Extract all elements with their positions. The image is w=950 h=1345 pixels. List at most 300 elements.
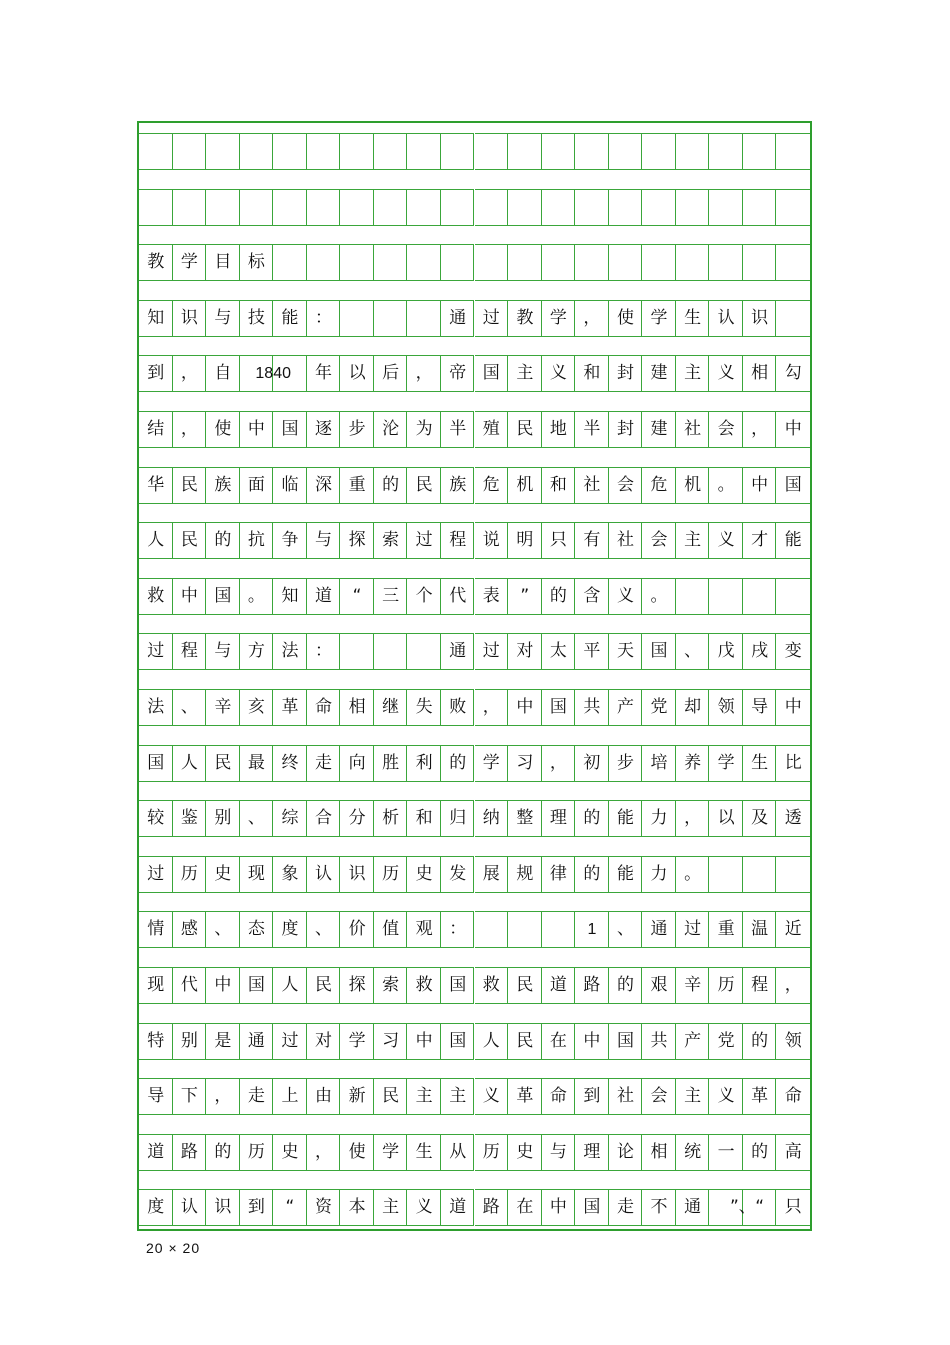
grid-character: 特 xyxy=(147,1030,165,1051)
grid-row xyxy=(139,689,810,726)
grid-character: 的 xyxy=(549,585,567,606)
grid-cell xyxy=(709,133,743,170)
grid-row xyxy=(139,967,810,1004)
grid-character: 只 xyxy=(784,1197,802,1218)
grid-character: 能 xyxy=(616,808,634,829)
grid-character: ， xyxy=(784,975,802,995)
grid-row xyxy=(139,856,810,893)
grid-character: 建 xyxy=(650,419,668,439)
grid-row xyxy=(139,633,810,670)
grid-character: 中 xyxy=(516,697,534,717)
grid-character: 人 xyxy=(180,752,198,773)
grid-character: 通 xyxy=(650,919,668,940)
grid-character: 生 xyxy=(751,752,769,773)
grid-cell xyxy=(542,911,576,948)
grid-character: 能 xyxy=(281,307,299,328)
grid-character: 相 xyxy=(348,697,366,717)
grid-character: 戊 xyxy=(717,641,735,662)
grid-character: 以 xyxy=(717,808,735,829)
grid-character: 机 xyxy=(684,474,702,495)
grid-character: 会 xyxy=(616,474,634,495)
grid-cell xyxy=(776,578,810,615)
grid-character: 教 xyxy=(516,307,534,328)
grid-cell xyxy=(475,911,509,948)
grid-cell xyxy=(542,189,576,226)
grid-character: 的 xyxy=(214,530,232,551)
grid-character: 力 xyxy=(650,863,668,884)
grid-character: 国 xyxy=(449,975,467,995)
grid-character: 沦 xyxy=(382,419,400,439)
grid-character: 史 xyxy=(516,1141,534,1162)
grid-character: 却 xyxy=(684,697,702,717)
grid-character: 国 xyxy=(650,641,668,662)
grid-character: 使 xyxy=(214,419,232,439)
grid-character: 人 xyxy=(482,1030,500,1051)
grid-character: 争 xyxy=(281,530,299,551)
grid-character: 在 xyxy=(549,1030,567,1051)
grid-character: 国 xyxy=(549,697,567,717)
grid-row xyxy=(139,1023,810,1060)
grid-character: 使 xyxy=(348,1141,366,1162)
grid-character: 新 xyxy=(348,1086,366,1107)
grid-cell xyxy=(240,189,274,226)
grid-cell xyxy=(609,244,643,281)
grid-character: 主 xyxy=(684,530,702,551)
grid-character: 人 xyxy=(147,530,165,551)
grid-character: 别 xyxy=(214,808,232,829)
grid-cell xyxy=(743,856,777,893)
grid-character: 资 xyxy=(315,1197,333,1218)
grid-cell xyxy=(307,189,341,226)
grid-character: 历 xyxy=(247,1141,265,1162)
grid-character: 利 xyxy=(415,752,433,773)
grid-cell xyxy=(676,578,710,615)
grid-character: ” xyxy=(520,585,530,606)
grid-character: 含 xyxy=(583,585,601,606)
grid-character: 与 xyxy=(549,1141,567,1162)
grid-character: 通 xyxy=(247,1030,265,1051)
grid-character: 认 xyxy=(180,1197,198,1218)
grid-character: 1840 xyxy=(255,365,291,383)
grid-character: 标 xyxy=(247,252,265,273)
grid-character: 历 xyxy=(382,863,400,884)
grid-cell xyxy=(609,189,643,226)
grid-character: 情 xyxy=(147,919,165,940)
grid-character: 领 xyxy=(784,1030,802,1051)
grid-character: 的 xyxy=(583,863,601,884)
grid-character: 到 xyxy=(583,1086,601,1107)
grid-character: 的 xyxy=(616,975,634,995)
grid-character: 能 xyxy=(784,530,802,551)
grid-character: ， xyxy=(751,419,769,439)
grid-character: 国 xyxy=(214,585,232,606)
grid-character: 三 xyxy=(382,585,400,606)
grid-character: 过 xyxy=(482,307,500,328)
grid-character: 会 xyxy=(650,530,668,551)
grid-character: 。 xyxy=(717,474,735,495)
grid-character: 和 xyxy=(549,474,567,495)
grid-character: 主 xyxy=(449,1086,467,1107)
grid-character: 程 xyxy=(751,975,769,995)
grid-character: 辛 xyxy=(684,975,702,995)
grid-cell xyxy=(475,189,509,226)
grid-character: 步 xyxy=(348,419,366,439)
grid-character: 结 xyxy=(147,419,165,439)
grid-character: 华 xyxy=(147,474,165,495)
grid-character: 史 xyxy=(214,863,232,884)
grid-character: 机 xyxy=(516,474,534,495)
grid-cell xyxy=(340,633,374,670)
grid-character: 失 xyxy=(415,697,433,717)
grid-character: ： xyxy=(315,307,333,328)
grid-character: 习 xyxy=(516,752,534,773)
grid-character: 社 xyxy=(616,530,634,551)
grid-character: 导 xyxy=(751,697,769,717)
grid-character: 过 xyxy=(482,641,500,662)
grid-character: 民 xyxy=(415,474,433,495)
grid-character: 胜 xyxy=(382,752,400,773)
grid-cell xyxy=(642,189,676,226)
grid-character: 族 xyxy=(449,474,467,495)
grid-cell xyxy=(173,133,207,170)
grid-character: 析 xyxy=(382,808,400,829)
grid-character: 1 xyxy=(587,921,597,939)
grid-cell xyxy=(743,244,777,281)
grid-character: 到 xyxy=(247,1197,265,1218)
grid-character: 中 xyxy=(784,697,802,717)
grid-row xyxy=(139,800,810,837)
grid-cell xyxy=(609,133,643,170)
grid-character: 过 xyxy=(684,919,702,940)
grid-cell xyxy=(374,300,408,337)
grid-character: 只 xyxy=(549,530,567,551)
grid-cell xyxy=(575,133,609,170)
grid-character: 的 xyxy=(751,1141,769,1162)
grid-cell xyxy=(709,244,743,281)
grid-character: 殖 xyxy=(482,419,500,439)
grid-cell xyxy=(340,133,374,170)
grid-character: 革 xyxy=(516,1086,534,1107)
grid-character: 、 xyxy=(616,919,634,940)
grid-cell xyxy=(709,189,743,226)
grid-cell xyxy=(407,300,441,337)
grid-character: 民 xyxy=(315,975,333,995)
grid-cell xyxy=(374,633,408,670)
grid-character: 学 xyxy=(348,1030,366,1051)
grid-cell xyxy=(676,189,710,226)
grid-character: 通 xyxy=(684,1197,702,1218)
grid-character: 比 xyxy=(784,752,802,773)
grid-character: 建 xyxy=(650,363,668,384)
grid-row xyxy=(139,1189,810,1226)
grid-cell xyxy=(206,133,240,170)
grid-character: 中 xyxy=(751,474,769,495)
grid-character: 学 xyxy=(180,252,198,273)
grid-cell xyxy=(441,244,475,281)
grid-character: 学 xyxy=(382,1141,400,1162)
grid-character: 由 xyxy=(315,1086,333,1107)
grid-character: 本 xyxy=(348,1197,366,1218)
grid-character: 义 xyxy=(717,1086,735,1107)
grid-cell xyxy=(776,133,810,170)
grid-character: 识 xyxy=(180,307,198,328)
grid-character: 国 xyxy=(147,752,165,773)
grid-cell xyxy=(475,133,509,170)
grid-character: 帝 xyxy=(449,363,467,384)
grid-character: 法 xyxy=(281,641,299,662)
grid-character: 学 xyxy=(482,752,500,773)
grid-character: 技 xyxy=(247,307,265,328)
grid-character: ， xyxy=(684,808,702,829)
grid-character: 透 xyxy=(784,808,802,829)
grid-cell xyxy=(642,244,676,281)
grid-character: 下 xyxy=(180,1086,198,1107)
grid-cell xyxy=(743,189,777,226)
grid-character: 抗 xyxy=(247,530,265,551)
grid-character: 和 xyxy=(583,363,601,384)
grid-character: 才 xyxy=(751,530,769,551)
grid-character: 主 xyxy=(382,1197,400,1218)
grid-character: 识 xyxy=(348,863,366,884)
grid-character: 过 xyxy=(281,1030,299,1051)
grid-row xyxy=(139,467,810,504)
grid-character: 救 xyxy=(147,585,165,606)
grid-cell xyxy=(139,189,173,226)
grid-character: 使 xyxy=(616,307,634,328)
grid-character: 义 xyxy=(549,363,567,384)
grid-character: 法 xyxy=(147,697,165,717)
grid-character: 太 xyxy=(549,641,567,662)
grid-cell xyxy=(743,578,777,615)
grid-character: 民 xyxy=(516,1030,534,1051)
grid-character: 社 xyxy=(616,1086,634,1107)
grid-cell xyxy=(407,189,441,226)
grid-character: 上 xyxy=(281,1086,299,1107)
grid-cell xyxy=(676,244,710,281)
grid-character: 综 xyxy=(281,808,299,829)
grid-character: 从 xyxy=(449,1141,467,1162)
grid-character: 表 xyxy=(482,585,500,606)
grid-character: 败 xyxy=(449,697,467,717)
grid-character: 变 xyxy=(784,641,802,662)
grid-character: 高 xyxy=(784,1141,802,1162)
grid-cell xyxy=(374,133,408,170)
grid-character: ， xyxy=(180,419,198,439)
grid-cell xyxy=(273,133,307,170)
grid-cell xyxy=(776,856,810,893)
grid-character: 为 xyxy=(415,419,433,439)
grid-character: 学 xyxy=(549,307,567,328)
grid-row xyxy=(139,244,810,281)
grid-character: 探 xyxy=(348,530,366,551)
grid-character: 的 xyxy=(449,752,467,773)
grid-character: ： xyxy=(449,919,467,940)
grid-character: ： xyxy=(315,641,333,662)
grid-cell xyxy=(273,244,307,281)
grid-character: 合 xyxy=(315,808,333,829)
grid-character: 戌 xyxy=(751,641,769,662)
grid-cell xyxy=(374,244,408,281)
grid-row xyxy=(139,522,810,559)
grid-character: 、 xyxy=(315,919,333,940)
grid-character: ， xyxy=(315,1141,333,1162)
grid-character: 感 xyxy=(180,919,198,940)
grid-character: 过 xyxy=(147,863,165,884)
grid-character: 养 xyxy=(684,752,702,773)
grid-character: 走 xyxy=(616,1197,634,1218)
grid-character: 年 xyxy=(315,363,333,384)
grid-character: 学 xyxy=(650,307,668,328)
grid-row xyxy=(139,578,810,615)
grid-character: 会 xyxy=(650,1086,668,1107)
grid-cell xyxy=(340,189,374,226)
grid-cell xyxy=(340,300,374,337)
grid-character: 的 xyxy=(751,1030,769,1051)
grid-character: 习 xyxy=(382,1030,400,1051)
grid-character: 分 xyxy=(348,808,366,829)
grid-character: 认 xyxy=(717,307,735,328)
grid-cell xyxy=(508,133,542,170)
grid-character: 说 xyxy=(482,530,500,551)
grid-character: 通 xyxy=(449,641,467,662)
grid-character: 继 xyxy=(382,697,400,717)
grid-row xyxy=(139,300,810,337)
grid-character: 国 xyxy=(247,975,265,995)
grid-character: 。 xyxy=(684,863,702,884)
grid-character: 命 xyxy=(784,1086,802,1107)
grid-character: 历 xyxy=(482,1141,500,1162)
grid-character: 路 xyxy=(180,1141,198,1162)
grid-character: 有 xyxy=(583,530,601,551)
grid-character: 过 xyxy=(147,641,165,662)
grid-character: 探 xyxy=(348,975,366,995)
grid-cell xyxy=(240,133,274,170)
grid-character: 走 xyxy=(247,1086,265,1107)
grid-character: 会 xyxy=(717,419,735,439)
grid-character: 道 xyxy=(549,975,567,995)
grid-character: 与 xyxy=(214,307,232,328)
grid-character: 天 xyxy=(616,641,634,662)
grid-character: 律 xyxy=(549,863,567,884)
grid-row xyxy=(139,911,810,948)
grid-character: 辛 xyxy=(214,697,232,717)
grid-character: 现 xyxy=(247,863,265,884)
grid-character: 路 xyxy=(482,1197,500,1218)
grid-character: 和 xyxy=(415,808,433,829)
grid-cell xyxy=(273,189,307,226)
grid-character: 索 xyxy=(382,975,400,995)
grid-character: 勾 xyxy=(784,363,802,384)
grid-character: 产 xyxy=(684,1030,702,1051)
grid-character: 命 xyxy=(315,697,333,717)
grid-cell xyxy=(139,133,173,170)
grid-character: 民 xyxy=(180,474,198,495)
grid-character: 明 xyxy=(516,530,534,551)
grid-character: 、 xyxy=(247,808,265,829)
grid-cell xyxy=(709,578,743,615)
grid-cell xyxy=(374,189,408,226)
grid-character: 论 xyxy=(616,1141,634,1162)
grid-character: 重 xyxy=(348,474,366,495)
grid-character: “ xyxy=(755,1197,765,1218)
grid-character: 教 xyxy=(147,252,165,273)
grid-character: 到 xyxy=(147,363,165,384)
grid-character: 救 xyxy=(482,975,500,995)
grid-character: 党 xyxy=(650,697,668,717)
grid-character: 的 xyxy=(583,808,601,829)
grid-character: 目 xyxy=(214,252,232,273)
grid-character: 度 xyxy=(281,919,299,940)
grid-character: 。 xyxy=(247,585,265,606)
grid-character: 地 xyxy=(549,419,567,439)
grid-character: 民 xyxy=(516,975,534,995)
grid-character: 温 xyxy=(751,919,769,940)
grid-character: 主 xyxy=(684,1086,702,1107)
grid-character: 深 xyxy=(315,474,333,495)
grid-character: 面 xyxy=(247,474,265,495)
grid-character: 民 xyxy=(214,752,232,773)
grid-character: 一 xyxy=(717,1141,735,1162)
grid-character: 导 xyxy=(147,1086,165,1107)
grid-character: 义 xyxy=(616,585,634,606)
grid-character: 别 xyxy=(180,1030,198,1051)
grid-cell xyxy=(508,911,542,948)
grid-character: 不 xyxy=(650,1197,668,1218)
grid-character: 。 xyxy=(650,585,668,606)
grid-cell xyxy=(776,300,810,337)
grid-row xyxy=(139,133,810,170)
grid-character: “ xyxy=(285,1197,295,1218)
grid-character: 半 xyxy=(583,419,601,439)
grid-character: 最 xyxy=(247,752,265,773)
grid-character: 国 xyxy=(281,419,299,439)
grid-cell xyxy=(206,189,240,226)
grid-cell xyxy=(575,189,609,226)
grid-character: 生 xyxy=(415,1141,433,1162)
grid-row xyxy=(139,745,810,782)
grid-cell xyxy=(642,133,676,170)
grid-character: 半 xyxy=(449,419,467,439)
grid-character: 道 xyxy=(147,1141,165,1162)
grid-character: 社 xyxy=(684,419,702,439)
grid-cell xyxy=(709,856,743,893)
grid-character: 规 xyxy=(516,863,534,884)
grid-character: 中 xyxy=(549,1197,567,1218)
grid-character: 义 xyxy=(717,363,735,384)
grid-character: 整 xyxy=(516,808,534,829)
grid-character: 认 xyxy=(315,863,333,884)
grid-character: 对 xyxy=(315,1030,333,1051)
grid-character: 危 xyxy=(482,474,500,495)
grid-character: 步 xyxy=(616,752,634,773)
grid-character: ， xyxy=(214,1086,232,1107)
grid-character: 封 xyxy=(616,419,634,439)
grid-character: 现 xyxy=(147,975,165,995)
grid-character: 值 xyxy=(382,919,400,940)
grid-character: 、 xyxy=(214,919,232,940)
grid-character: 能 xyxy=(616,863,634,884)
grid-character: 发 xyxy=(449,863,467,884)
grid-character: 后 xyxy=(382,363,400,384)
grid-character: 识 xyxy=(751,307,769,328)
grid-character: 中 xyxy=(214,975,232,995)
grid-character: 自 xyxy=(214,363,232,384)
grid-row xyxy=(139,355,810,392)
grid-cell xyxy=(441,133,475,170)
grid-character: 学 xyxy=(717,752,735,773)
grid-character: 是 xyxy=(214,1030,232,1051)
grid-character: ， xyxy=(549,752,567,773)
